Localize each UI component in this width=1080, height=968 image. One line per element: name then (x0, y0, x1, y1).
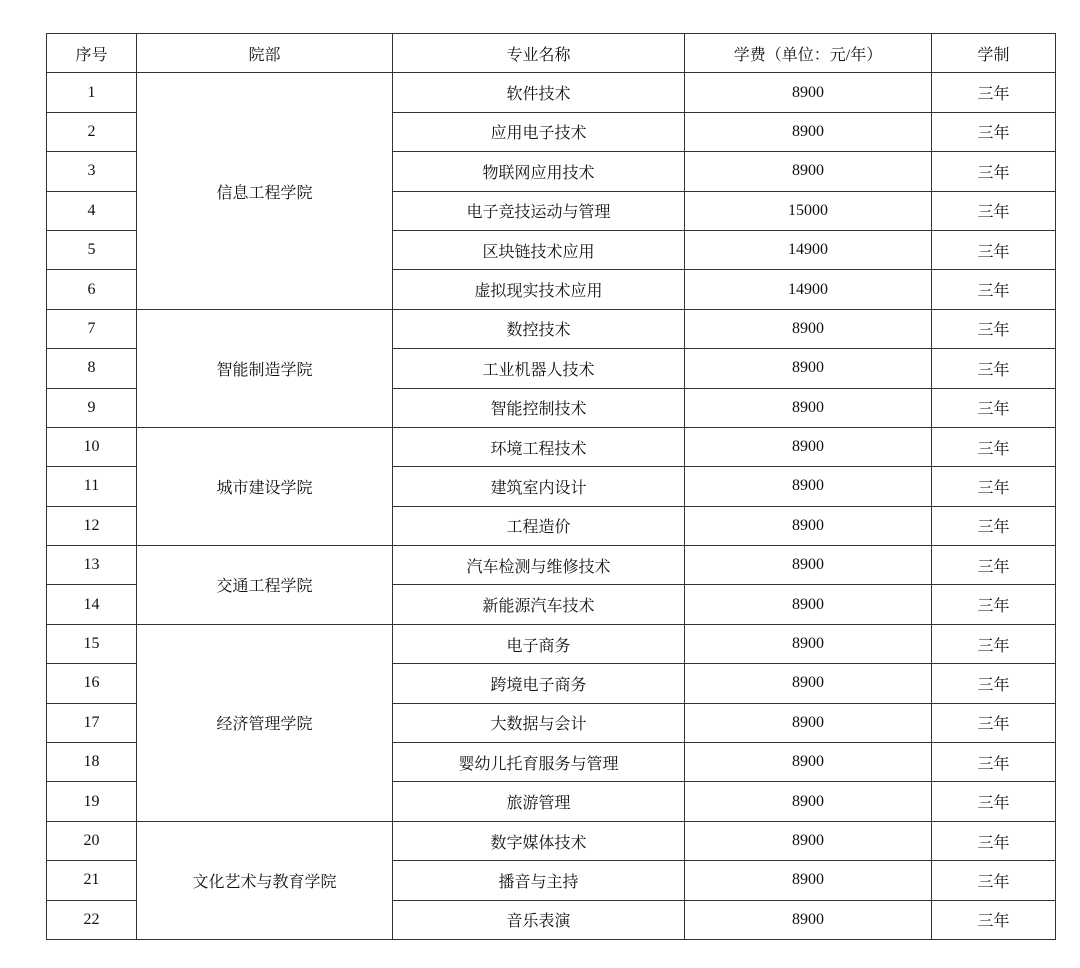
program-duration: 三年 (932, 73, 1056, 112)
major-name: 播音与主持 (393, 861, 685, 900)
row-number: 7 (47, 309, 137, 348)
program-duration: 三年 (932, 191, 1056, 230)
tuition-fee: 8900 (685, 388, 932, 427)
row-number: 13 (47, 546, 137, 585)
major-name: 跨境电子商务 (393, 664, 685, 703)
table-body (47, 73, 1056, 940)
major-name: 工业机器人技术 (393, 349, 685, 388)
department-cell: 经济管理学院 (137, 624, 393, 821)
major-name: 区块链技术应用 (393, 230, 685, 269)
program-duration: 三年 (932, 309, 1056, 348)
program-duration: 三年 (932, 900, 1056, 939)
program-duration: 三年 (932, 782, 1056, 821)
tuition-fee: 14900 (685, 270, 932, 309)
tuition-fee: 8900 (685, 112, 932, 151)
major-name: 婴幼儿托育服务与管理 (393, 743, 685, 782)
tuition-fee: 15000 (685, 191, 932, 230)
row-number: 3 (47, 152, 137, 191)
department-cell: 文化艺术与教育学院 (137, 821, 393, 939)
row-number: 14 (47, 585, 137, 624)
header-tuition: 学费（单位：元/年） (685, 34, 932, 73)
major-name: 新能源汽车技术 (393, 585, 685, 624)
major-name: 建筑室内设计 (393, 467, 685, 506)
row-number: 19 (47, 782, 137, 821)
table-row (47, 73, 1056, 112)
department-cell: 交通工程学院 (137, 546, 393, 625)
row-number: 8 (47, 349, 137, 388)
program-duration: 三年 (932, 152, 1056, 191)
major-name: 电子竞技运动与管理 (393, 191, 685, 230)
program-duration: 三年 (932, 270, 1056, 309)
row-number: 5 (47, 230, 137, 269)
department-cell: 智能制造学院 (137, 309, 393, 427)
header-number: 序号 (47, 34, 137, 73)
program-duration: 三年 (932, 112, 1056, 151)
tuition-fee: 8900 (685, 743, 932, 782)
tuition-fee: 8900 (685, 900, 932, 939)
table-row (47, 309, 1056, 348)
tuition-fee: 8900 (685, 782, 932, 821)
tuition-fee: 8900 (685, 546, 932, 585)
header-major: 专业名称 (393, 34, 685, 73)
row-number: 18 (47, 743, 137, 782)
row-number: 20 (47, 821, 137, 860)
program-duration: 三年 (932, 703, 1056, 742)
header-department: 院部 (137, 34, 393, 73)
tuition-table (46, 33, 1056, 940)
table-row (47, 546, 1056, 585)
program-duration: 三年 (932, 388, 1056, 427)
program-duration: 三年 (932, 664, 1056, 703)
department-cell: 城市建设学院 (137, 427, 393, 545)
row-number: 12 (47, 506, 137, 545)
table-row (47, 624, 1056, 663)
major-name: 物联网应用技术 (393, 152, 685, 191)
major-name: 应用电子技术 (393, 112, 685, 151)
program-duration: 三年 (932, 743, 1056, 782)
program-duration: 三年 (932, 861, 1056, 900)
header-row (47, 34, 1056, 73)
major-name: 旅游管理 (393, 782, 685, 821)
tuition-fee: 8900 (685, 506, 932, 545)
program-duration: 三年 (932, 349, 1056, 388)
major-name: 软件技术 (393, 73, 685, 112)
tuition-fee: 8900 (685, 821, 932, 860)
department-cell: 信息工程学院 (137, 73, 393, 309)
row-number: 16 (47, 664, 137, 703)
row-number: 6 (47, 270, 137, 309)
tuition-fee: 8900 (685, 309, 932, 348)
tuition-fee: 8900 (685, 152, 932, 191)
tuition-fee: 8900 (685, 73, 932, 112)
tuition-fee: 8900 (685, 349, 932, 388)
major-name: 音乐表演 (393, 900, 685, 939)
tuition-fee: 8900 (685, 664, 932, 703)
tuition-fee: 8900 (685, 585, 932, 624)
row-number: 22 (47, 900, 137, 939)
major-name: 智能控制技术 (393, 388, 685, 427)
tuition-fee: 8900 (685, 427, 932, 466)
major-name: 数控技术 (393, 309, 685, 348)
major-name: 电子商务 (393, 624, 685, 663)
row-number: 2 (47, 112, 137, 151)
tuition-fee: 8900 (685, 861, 932, 900)
row-number: 10 (47, 427, 137, 466)
major-name: 数字媒体技术 (393, 821, 685, 860)
program-duration: 三年 (932, 821, 1056, 860)
table-row (47, 821, 1056, 860)
row-number: 1 (47, 73, 137, 112)
row-number: 11 (47, 467, 137, 506)
header-duration: 学制 (932, 34, 1056, 73)
major-name: 大数据与会计 (393, 703, 685, 742)
row-number: 15 (47, 624, 137, 663)
tuition-fee: 8900 (685, 467, 932, 506)
row-number: 17 (47, 703, 137, 742)
major-name: 工程造价 (393, 506, 685, 545)
tuition-fee: 8900 (685, 624, 932, 663)
row-number: 21 (47, 861, 137, 900)
row-number: 4 (47, 191, 137, 230)
major-name: 虚拟现实技术应用 (393, 270, 685, 309)
program-duration: 三年 (932, 546, 1056, 585)
program-duration: 三年 (932, 585, 1056, 624)
program-duration: 三年 (932, 427, 1056, 466)
table-row (47, 427, 1056, 466)
program-duration: 三年 (932, 624, 1056, 663)
row-number: 9 (47, 388, 137, 427)
program-duration: 三年 (932, 230, 1056, 269)
program-duration: 三年 (932, 506, 1056, 545)
tuition-fee: 8900 (685, 703, 932, 742)
major-name: 环境工程技术 (393, 427, 685, 466)
program-duration: 三年 (932, 467, 1056, 506)
major-name: 汽车检测与维修技术 (393, 546, 685, 585)
tuition-fee: 14900 (685, 230, 932, 269)
